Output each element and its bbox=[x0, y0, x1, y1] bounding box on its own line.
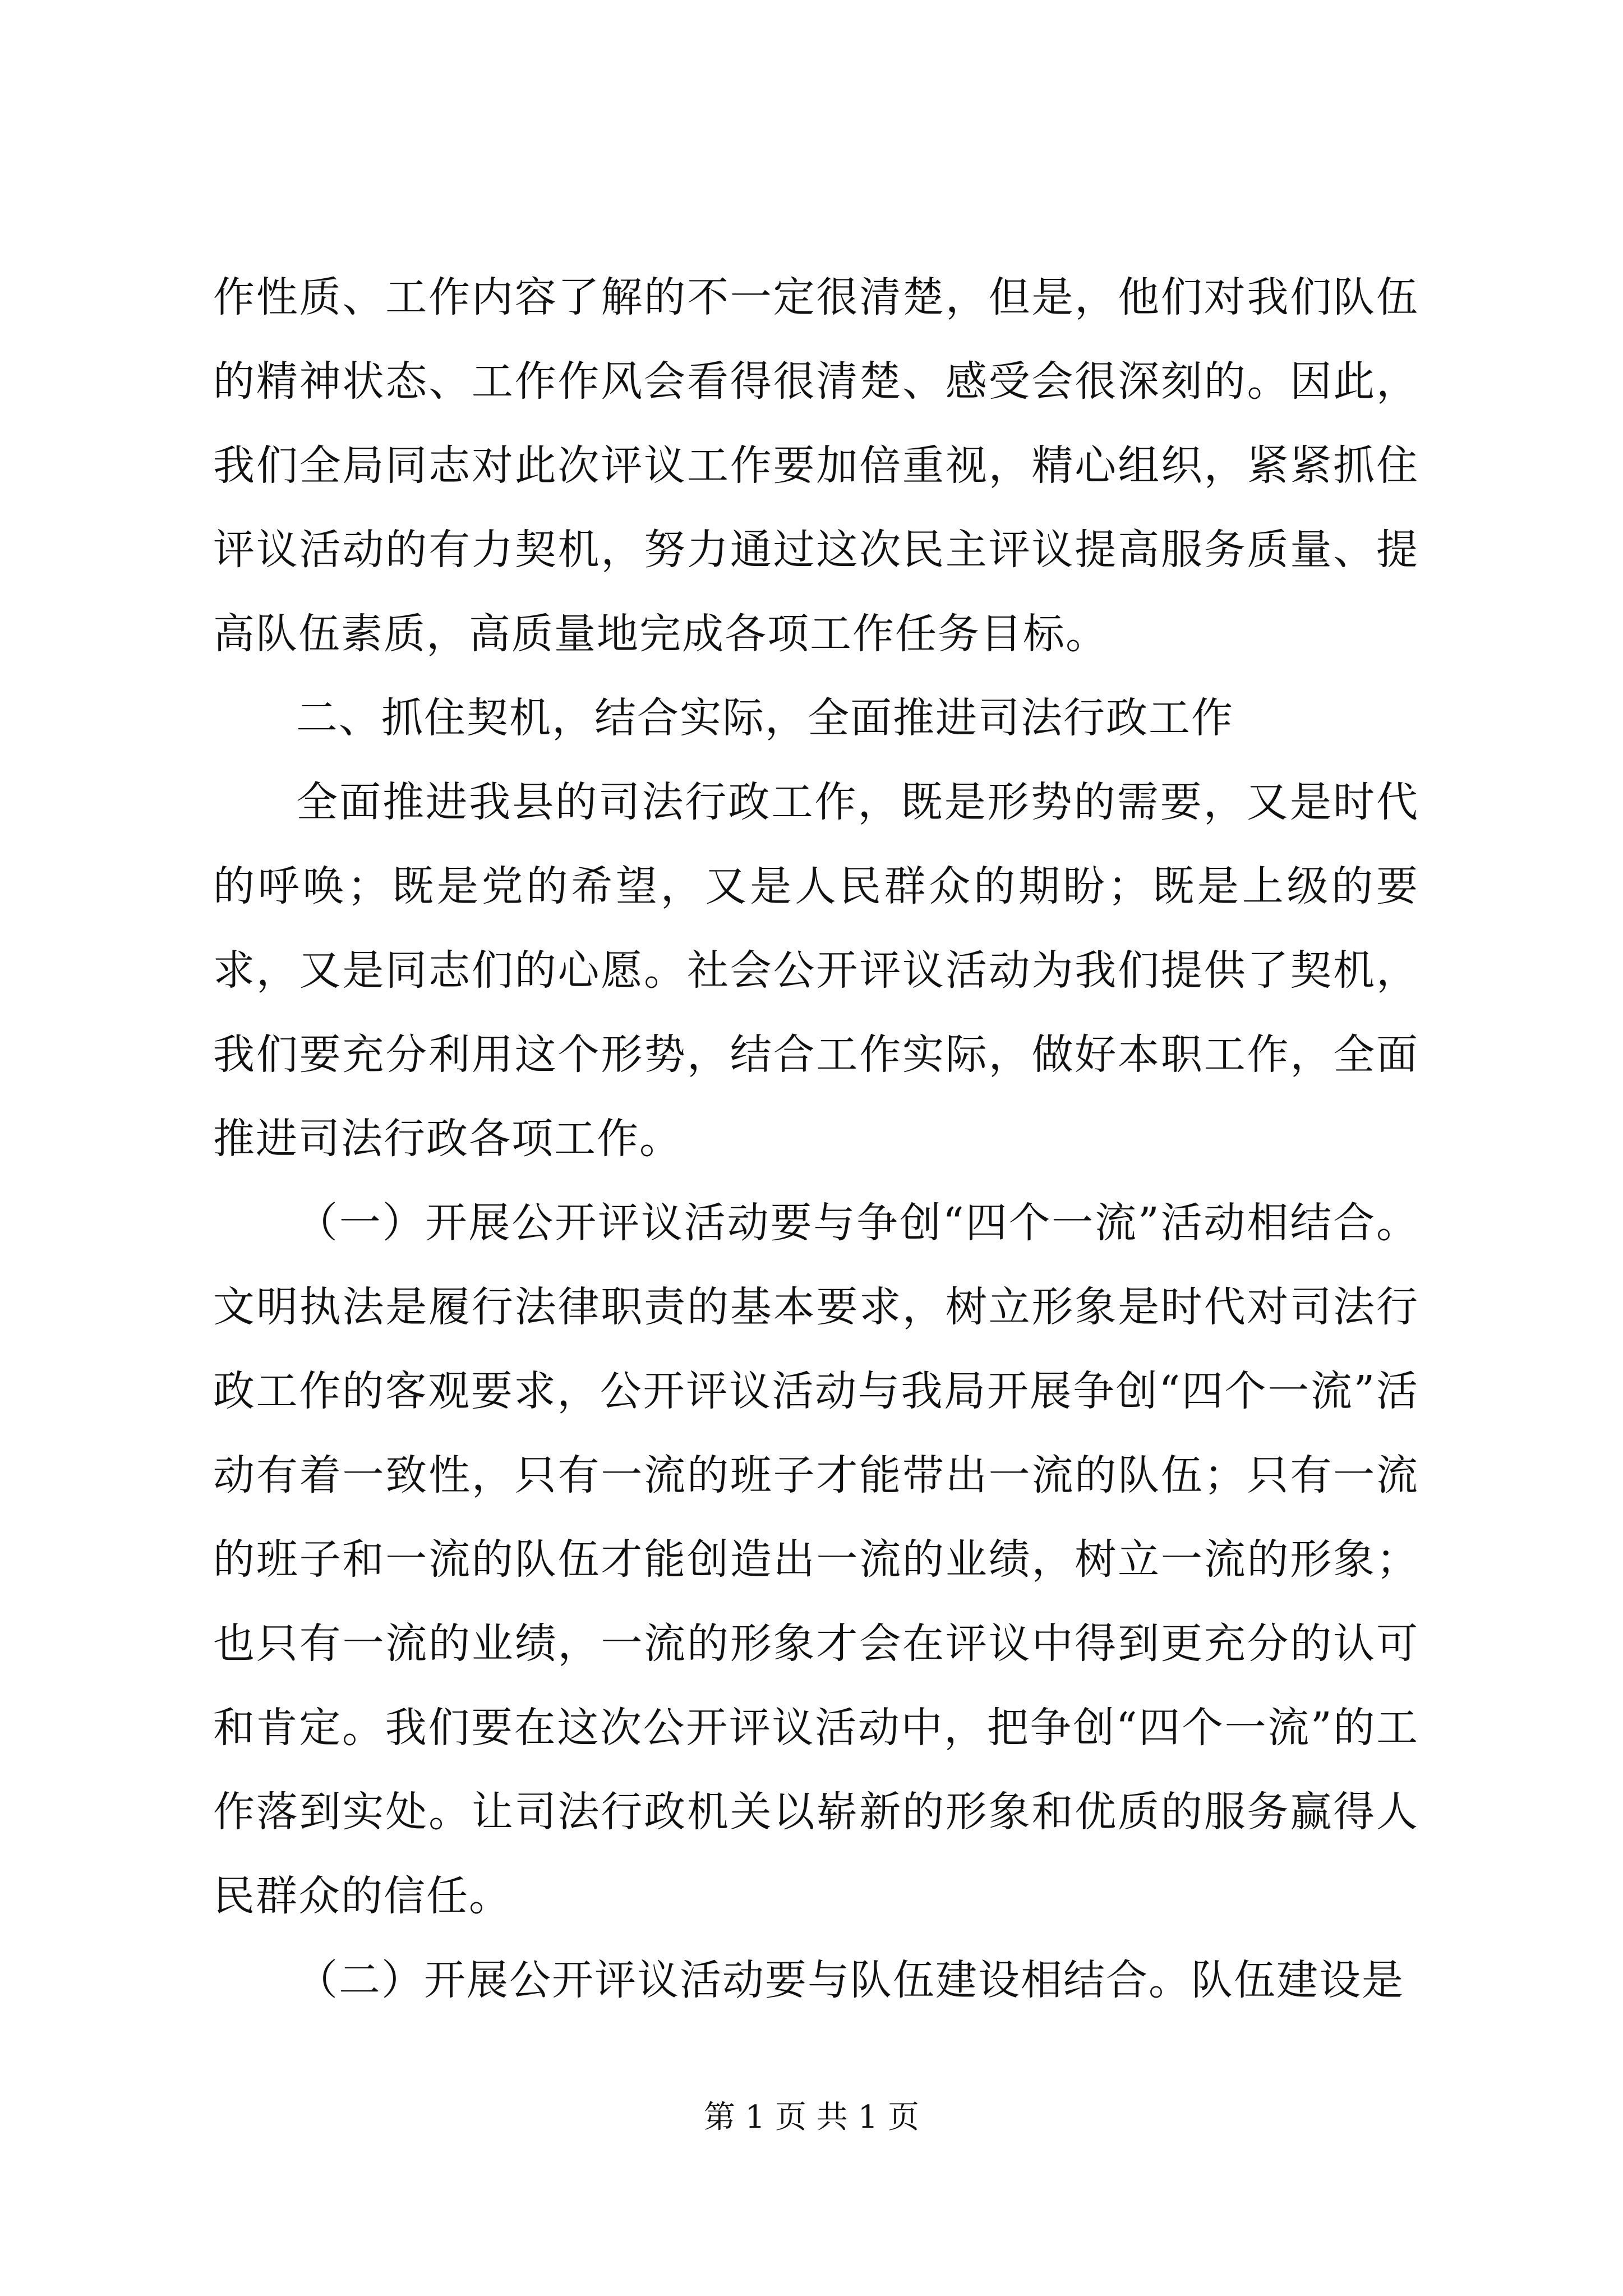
document-body bbox=[213, 255, 1419, 2022]
paragraph-item-one: （一）开展公开评议活动要与争创“四个一流”活动相结合。文明执法是履行法律职责的基本要求，树立形象是时代对司法行政工作的客观要求，公开评议活动与我局开展争创“四个一流”活动有着一致性，只有一流的班子才能带出一流的队伍；只有一流的班子和一流的队伍才能创造出一流的业绩，树立一流的形象；也只有一流的业绩，一流的形象才会在评议中得到更充分的认可和肯定。我们要在这次公开评议活动中，把争创“四个一流”的工作落到实处。让司法行政机关以崭新的形象和优质的服务赢得人民群众的信任。 bbox=[213, 1199, 1419, 1920]
paragraph-intro: 全面推进我县的司法行政工作，既是形势的需要，又是时代的呼唤；既是党的希望，又是人民群众的期盼；既是上级的要求，又是同志们的心愿。社会公开评议活动为我们提供了契机，我们要充分利用这个形势，结合工作实际，做好本职工作，全面推进司法行政各项工作。 bbox=[213, 778, 1419, 1163]
paragraph-continued: 作性质、工作内容了解的不一定很清楚，但是，他们对我们队伍的精神状态、工作作风会看得很清楚、感受会很深刻的。因此，我们全局同志对此次评议工作要加倍重视，精心组织，紧紧抓住评议活动的有力契机，努力通过这次民主评议提高服务质量、提高队伍素质，高质量地完成各项工作任务目标。 bbox=[213, 273, 1419, 658]
paragraph-item-two: （二）开展公开评议活动要与队伍建设相结合。队伍建设是 bbox=[296, 1956, 1404, 2004]
page-footer: 第 1 页 共 1 页 bbox=[703, 2099, 920, 2136]
section-heading: 二、抓住契机，结合实际，全面推进司法行政工作 bbox=[296, 694, 1234, 742]
